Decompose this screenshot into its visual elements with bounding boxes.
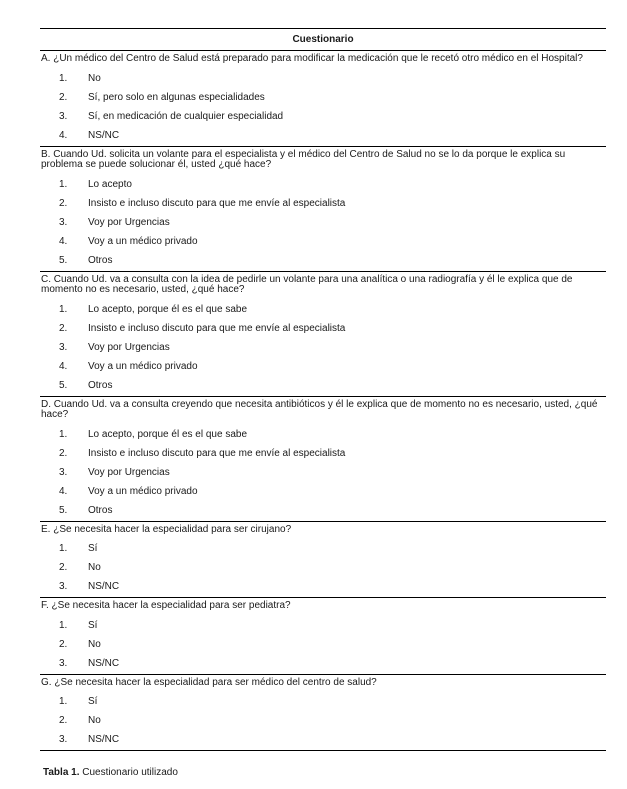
question-section: [40, 675, 606, 752]
option-label: No: [88, 638, 101, 650]
option-item: [40, 194, 606, 213]
question-section: [40, 51, 606, 147]
option-item: [40, 711, 606, 730]
option-number: 2.: [59, 562, 68, 573]
option-label: No: [88, 562, 101, 573]
option-number: 3.: [59, 466, 68, 478]
option-number: 3.: [59, 581, 68, 592]
sections: [40, 51, 606, 751]
option-number: 3.: [59, 110, 68, 122]
option-item: [40, 232, 606, 251]
option-item: [40, 376, 606, 395]
option-label: Otros: [88, 379, 113, 391]
option-number: 2.: [59, 91, 68, 103]
option-label: Lo acepto, porque él es el que sabe: [88, 428, 248, 440]
option-item: [40, 616, 606, 635]
option-item: [40, 357, 606, 376]
option-number: 3.: [59, 657, 68, 669]
question-section: [40, 598, 606, 675]
option-label: Voy a un médico privado: [88, 235, 198, 247]
option-label: Insisto e incluso discuto para que me envíe al especialista: [88, 197, 346, 209]
option-label: NS/NC: [88, 657, 120, 669]
option-item: [40, 213, 606, 232]
option-item: [40, 501, 606, 520]
option-number: 3.: [59, 216, 68, 228]
option-item: [40, 338, 606, 357]
option-number: 2.: [59, 715, 68, 726]
option-number: 2.: [59, 447, 68, 459]
caption-text: Cuestionario utilizado: [79, 767, 178, 778]
option-item: [40, 300, 606, 319]
option-label: NS/NC: [88, 129, 120, 141]
option-label: Insisto e incluso discuto para que me envíe al especialista: [88, 447, 346, 459]
option-number: 4.: [59, 485, 68, 497]
option-number: 1.: [59, 428, 68, 440]
option-number: 4.: [59, 129, 68, 141]
option-item: [40, 558, 606, 577]
table-caption: [43, 767, 178, 778]
table-title: Cuestionario: [40, 29, 606, 51]
option-item: [40, 107, 606, 126]
option-label: Otros: [88, 254, 113, 266]
option-label: No: [88, 72, 101, 84]
question-section: [40, 147, 606, 272]
question-section: [40, 522, 606, 599]
option-number: 3.: [59, 734, 68, 745]
option-number: 3.: [59, 341, 68, 353]
option-label: Voy por Urgencias: [88, 341, 170, 353]
option-number: 1.: [59, 696, 68, 707]
option-item: [40, 539, 606, 558]
option-label: Sí: [88, 696, 98, 707]
questionnaire-table: [40, 28, 606, 751]
option-item: [40, 319, 606, 338]
option-item: [40, 692, 606, 711]
option-label: Sí: [88, 619, 98, 631]
option-item: [40, 175, 606, 194]
option-label: Sí, pero solo en algunas especialidades: [88, 91, 265, 103]
option-item: [40, 463, 606, 482]
question-text: A. ¿Un médico del Centro de Salud está preparado para modificar la medicación que le recetó otro médico en el Hospital?: [41, 53, 583, 64]
option-number: 1.: [59, 303, 68, 315]
question-text: B. Cuando Ud. solicita un volante para el especialista y el médico del Centro de Salud no se lo da porque le explica su problema se puede solucionar él, usted ¿qué hace?: [41, 148, 566, 170]
option-label: Voy a un médico privado: [88, 360, 198, 372]
option-item: [40, 69, 606, 88]
question-text: F. ¿Se necesita hacer la especialidad para ser pediatra?: [41, 600, 291, 611]
option-label: No: [88, 715, 101, 726]
caption-label: Tabla 1.: [43, 767, 80, 778]
option-number: 2.: [59, 197, 68, 209]
option-label: NS/NC: [88, 734, 120, 745]
option-number: 5.: [59, 504, 68, 516]
option-number: 2.: [59, 638, 68, 650]
question-section: [40, 397, 606, 522]
option-item: [40, 425, 606, 444]
option-number: 1.: [59, 619, 68, 631]
option-number: 5.: [59, 379, 68, 391]
option-item: [40, 126, 606, 145]
option-item: [40, 635, 606, 654]
question-text: E. ¿Se necesita hacer la especialidad para ser cirujano?: [41, 523, 292, 535]
option-item: [40, 577, 606, 596]
question-text: G. ¿Se necesita hacer la especialidad para ser médico del centro de salud?: [41, 676, 377, 688]
option-label: Voy por Urgencias: [88, 466, 170, 478]
option-item: [40, 88, 606, 107]
option-number: 4.: [59, 360, 68, 372]
question-section: [40, 272, 606, 397]
option-label: Sí: [88, 543, 98, 554]
option-label: Lo acepto: [88, 178, 132, 190]
option-label: Otros: [88, 504, 113, 516]
option-label: Voy por Urgencias: [88, 216, 170, 228]
option-label: NS/NC: [88, 581, 120, 592]
option-number: 1.: [59, 178, 68, 190]
option-label: Sí, en medicación de cualquier especialidad: [88, 110, 284, 122]
option-label: Lo acepto, porque él es el que sabe: [88, 303, 248, 315]
option-number: 2.: [59, 322, 68, 334]
option-number: 1.: [59, 72, 68, 84]
option-label: Insisto e incluso discuto para que me envíe al especialista: [88, 322, 346, 334]
option-item: [40, 730, 606, 749]
option-number: 1.: [59, 543, 68, 554]
option-number: 4.: [59, 235, 68, 247]
option-item: [40, 251, 606, 270]
option-label: Voy a un médico privado: [88, 485, 198, 497]
option-item: [40, 482, 606, 501]
option-number: 5.: [59, 254, 68, 266]
option-item: [40, 444, 606, 463]
question-text: C. Cuando Ud. va a consulta con la idea de pedirle un volante para una analítica o una radiografía y él le explica que de momento no es necesario, usted, ¿qué hace?: [41, 273, 573, 295]
question-text: D. Cuando Ud. va a consulta creyendo que necesita antibióticos y él le explica que de momento no es necesario, usted, ¿qué hace?: [41, 398, 598, 420]
option-item: [40, 654, 606, 673]
